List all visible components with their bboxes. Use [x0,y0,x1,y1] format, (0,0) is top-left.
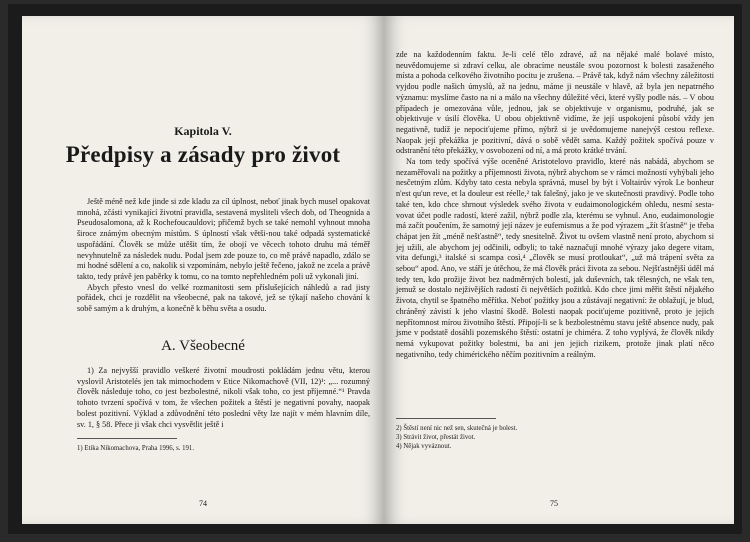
intro-text [77,197,370,315]
section-paragraph-1: 1) Za nejvyšší pravidlo veškeré životní moudrosti pokládám jednu větu, kterou vyslovil Aristotelés jen tak mimochodem v Etice Nikomachově (VII, 12)¹: „... rozumný člověk následuje toho, co jest bezbolestné, nikoli však toho, co jest příjemné.“¹ Pravda tohoto tvrzení spočívá v tom, že všechen požitek a štěstí je negativní povahy, naopak bolest pozitivní. Výklad a zdůvodnění této poslední věty lze najít v mém hlavním díle, sv. 1, § 58. Přece ji však chci vysvětlit ještě i [77,366,370,429]
section-text [77,366,370,430]
page-number: 74 [199,499,207,508]
body-paragraph-1: zde na každodenním faktu. Je-li celé tělo zdravé, až na nějaké malé bolavé místo, neuvědomujeme si zdraví celku, ale obracíme neustále svou pozornost k bolesti zasaženého místa a pohoda celkového životního pocitu je zrušena. – Právě tak, když nám všechny záležitosti vyjdou podle našich úmyslů, až na jednu, máme ji neustále v hlavě, až byla jen nepatrného významu: myslíme často na ni a málo na všechny důležité věci, které vyšly podle nás. – V obou případech je omezována vůle, jednou, jak se objektivuje v organismu, podruhé, jak se objektivuje v úsilí člověka. U obou objektivně vidíme, že její uspokojení působí vždy jen negativně, tudíž je nepociťujeme přímo, nýbrž si je uvědomujeme nanejvýš cestou reflexe. Naopak její překážka je pozitivní, dává o sobě vědět sama. Každý požitek spočívá pouze v odstranění této překážky, v osvobození od ní, a má proto krátké trvání. [396,50,714,156]
footnote-2: 2) Štěstí není nic než sen, skutečná je bolest. [396,425,518,432]
footnote-rule [396,418,496,419]
chapter-title: Předpisy a zásady pro život [65,142,341,167]
intro-paragraph-2: Abych přesto vnesl do velké rozmanitosti sem příslušejících náhledů a rad jisty pořádek, chci je rozdělit na všeobecné, pak na takové, jež se týkají našeho chování k sobě samým a k druhým, a konečně k běhu světa a osudu. [77,282,370,314]
book-spread [8,4,742,534]
footnote-1: 1) Etika Nikomachova, Praha 1996, s. 191. [77,445,195,452]
footnote-3: 3) Strávit život, přestát život. [396,434,476,441]
body-text [396,50,714,360]
chapter-label: Kapitola V. [174,124,232,138]
footnote-4: 4) Nějak vyváznout. [396,443,452,450]
right-page [384,16,734,524]
footnotes [396,424,714,451]
section-heading: A. Všeobecné [161,338,245,354]
body-paragraph-2: Na tom tedy spočívá výše oceněné Aristotelovo pravidlo, které nás nabádá, abychom se nezaměřovali na požitky a příjemnosti života, nýbrž abychom se v rámci možností vyhýbali jeho nesčetným zlům. Kdyby tato cesta nebyla správná, musel by být i Voltairův výrok Le bonheur n'est qu'un reve, et la douleur est réelle,² tak falešný, jako je ve skutečnosti pravdivý. Podle toho také ten, kdo chce shrnout výsledek svého života v eudaimonologickém ohledu, nesmí sesta-vovat účet podle radostí, které zažil, nýbrž podle zla, kterému se vyhnul. Ano, eudaimonologie má začít poučením, že samotný její název je eufemismus a že pod výrazem „žít šťastně“ je třeba chápat jen žít „méně nešťastně“, tedy snesitelně. Život tu ovšem vlastně není proto, abychom si jej užili, ale abychom jej odčinili, odbyli; to také naznačují mnohé výrazy jako degere vitam, vita defungi,³ italské si scampa così,⁴ „člověk se musí protloukat“, „už má trápení světa za sebou“ apod. Ano, ve stáří je útěchou, že má člověk práci života za sebou. Nejšťastnější úděl má tedy ten, kdo prožije život bez nadměrných bolestí, jak duševních, tak tělesných, ne však ten, jemuž se dostalo nejživějších radostí či největších požitků. Kdo chce jimi měřit štěstí nějakého života, chytil se špatného měřítka. Neboť požitky jsou a zůstávají negativní: že oblažují, je blud, chráněný závistí k jeho vlastní škodě. Bolesti naopak pociťujeme pozitivně, proto je jejich nepřítomnost mírou životního štěstí. Připojí-li se k bezbolestnému stavu ještě absence nudy, pak jsme v podstatě dosáhli pozemského štěstí: ostatní je chiméra. Z toho vyplývá, že člověk nikdy nemá vykupovat požitky bolestmi, ba ani jen jejich rizikem, protože jinak platí něco negativního, tedy chimérického něčím pozitivním a reálným. [396,157,714,359]
footnotes [77,444,370,453]
footnote-rule [77,438,177,439]
page-number: 75 [550,499,558,508]
intro-paragraph-1: Ještě méně než kde jinde si zde kladu za cíl úplnost, neboť jinak bych musel opakovat mnohá, zčásti vynikající životní pravidla, sestavená mysliteli všech dob, od Theognida a Pseudosalomona, až k Rochefoucauldovi; přičemž bych se také nemohl vyhnout mnoha široce známým obecným místům. S úplností však větši-nou také odpadá systematické uspořádání. Člověk se může utěšit tím, že obojí ve věcech tohoto druhu má téměř nevyhnutelně za následek nudu. Podal jsem zde pouze to, co mě právě napadlo, zdálo se mi hodné sdělení a co, nakolik si vzpomínám, nebylo ještě řečeno, jakož ne zcela a právě takto, tedy právě jen paběrky k tomu, co na tomto nepřehledném poli už vykonali jiní. [77,197,370,281]
left-page [22,16,384,524]
